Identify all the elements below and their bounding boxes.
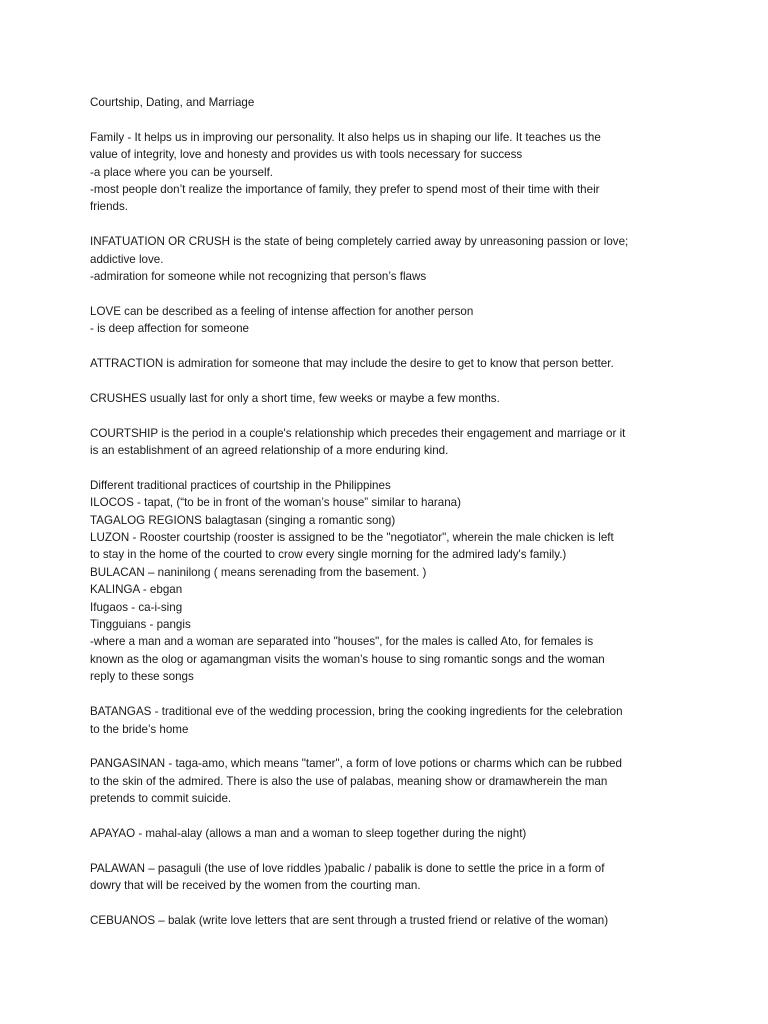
text-line: friends. [90, 200, 129, 214]
paragraph [90, 825, 690, 842]
document-title: Courtship, Dating, and Marriage [90, 96, 255, 109]
text-line: addictive love. [90, 252, 164, 266]
text-line: COURTSHIP is the period in a couple's relationship which precedes their engagement and marriage or it [90, 426, 626, 440]
text-line: PALAWAN – pasaguli (the use of love riddles )pabalic / pabalik is done to settle the price in a form of [90, 861, 605, 875]
text-line: APAYAO - mahal-alay (allows a man and a woman to sleep together during the night) [90, 826, 527, 840]
text-line: LOVE can be described as a feeling of intense affection for another person [90, 304, 474, 318]
text-line: -admiration for someone while not recognizing that person’s flaws [90, 270, 427, 284]
text-line: ILOCOS - tapat, (“to be in front of the woman’s house” similar to harana) [90, 496, 461, 510]
paragraph [90, 129, 690, 216]
text-line: value of integrity, love and honesty and provides us with tools necessary for success [90, 148, 523, 162]
paragraph [90, 425, 690, 460]
text-line: Different traditional practices of courtship in the Philippines [90, 478, 391, 492]
paragraph [90, 703, 690, 738]
text-line: LUZON - Rooster courtship (rooster is assigned to be the "negotiator", wherein the male chicken is left [90, 531, 614, 545]
text-line: -most people don’t realize the importance of family, they prefer to spend most of their time with their [90, 183, 600, 197]
text-line: TAGALOG REGIONS balagtasan (singing a romantic song) [90, 513, 396, 527]
text-line: - is deep affection for someone [90, 322, 249, 336]
text-line: BULACAN – naninilong ( means serenading from the basement. ) [90, 565, 427, 579]
text-line: PANGASINAN - taga-amo, which means "tamer", a form of love potions or charms which can be rubbed [90, 757, 622, 771]
paragraph [90, 390, 690, 407]
text-line: to stay in the home of the courted to crow every single morning for the admired lady's family.) [90, 548, 567, 562]
text-line: -a place where you can be yourself. [90, 165, 274, 179]
text-line: dowry that will be received by the women from the courting man. [90, 879, 421, 893]
document-body [90, 129, 690, 930]
document-page [90, 94, 690, 947]
paragraph [90, 755, 690, 807]
text-line: reply to these songs [90, 670, 194, 684]
paragraph [90, 912, 690, 929]
text-line: is an establishment of an agreed relationship of a more enduring kind. [90, 444, 449, 458]
text-line: pretends to commit suicide. [90, 792, 232, 806]
text-line: Ifugaos - ca-i-sing [90, 600, 183, 614]
paragraph [90, 860, 690, 895]
paragraph [90, 355, 690, 372]
text-line: CEBUANOS – balak (write love letters that are sent through a trusted friend or relative of the woman) [90, 913, 609, 927]
text-line: BATANGAS - traditional eve of the wedding procession, bring the cooking ingredients for the celebration [90, 705, 623, 719]
text-line: Tingguians - pangis [90, 618, 191, 632]
paragraph [90, 303, 690, 338]
text-line: KALINGA - ebgan [90, 583, 183, 597]
text-line: INFATUATION OR CRUSH is the state of being completely carried away by unreasoning passion or love; [90, 235, 629, 249]
text-line: Family - It helps us in improving our personality. It also helps us in shaping our life. It teaches us the [90, 130, 601, 144]
text-line: to the bride’s home [90, 722, 189, 736]
text-line: known as the olog or agamangman visits the woman’s house to sing romantic songs and the woman [90, 652, 605, 666]
paragraph [90, 477, 690, 686]
text-line: -where a man and a woman are separated into "houses", for the males is called Ato, for females is [90, 635, 594, 649]
paragraph [90, 233, 690, 285]
text-line: to the skin of the admired. There is also the use of palabas, meaning show or dramawherein the man [90, 774, 608, 788]
text-line: ATTRACTION is admiration for someone that may include the desire to get to know that person better. [90, 357, 614, 371]
text-line: CRUSHES usually last for only a short time, few weeks or maybe a few months. [90, 391, 500, 405]
